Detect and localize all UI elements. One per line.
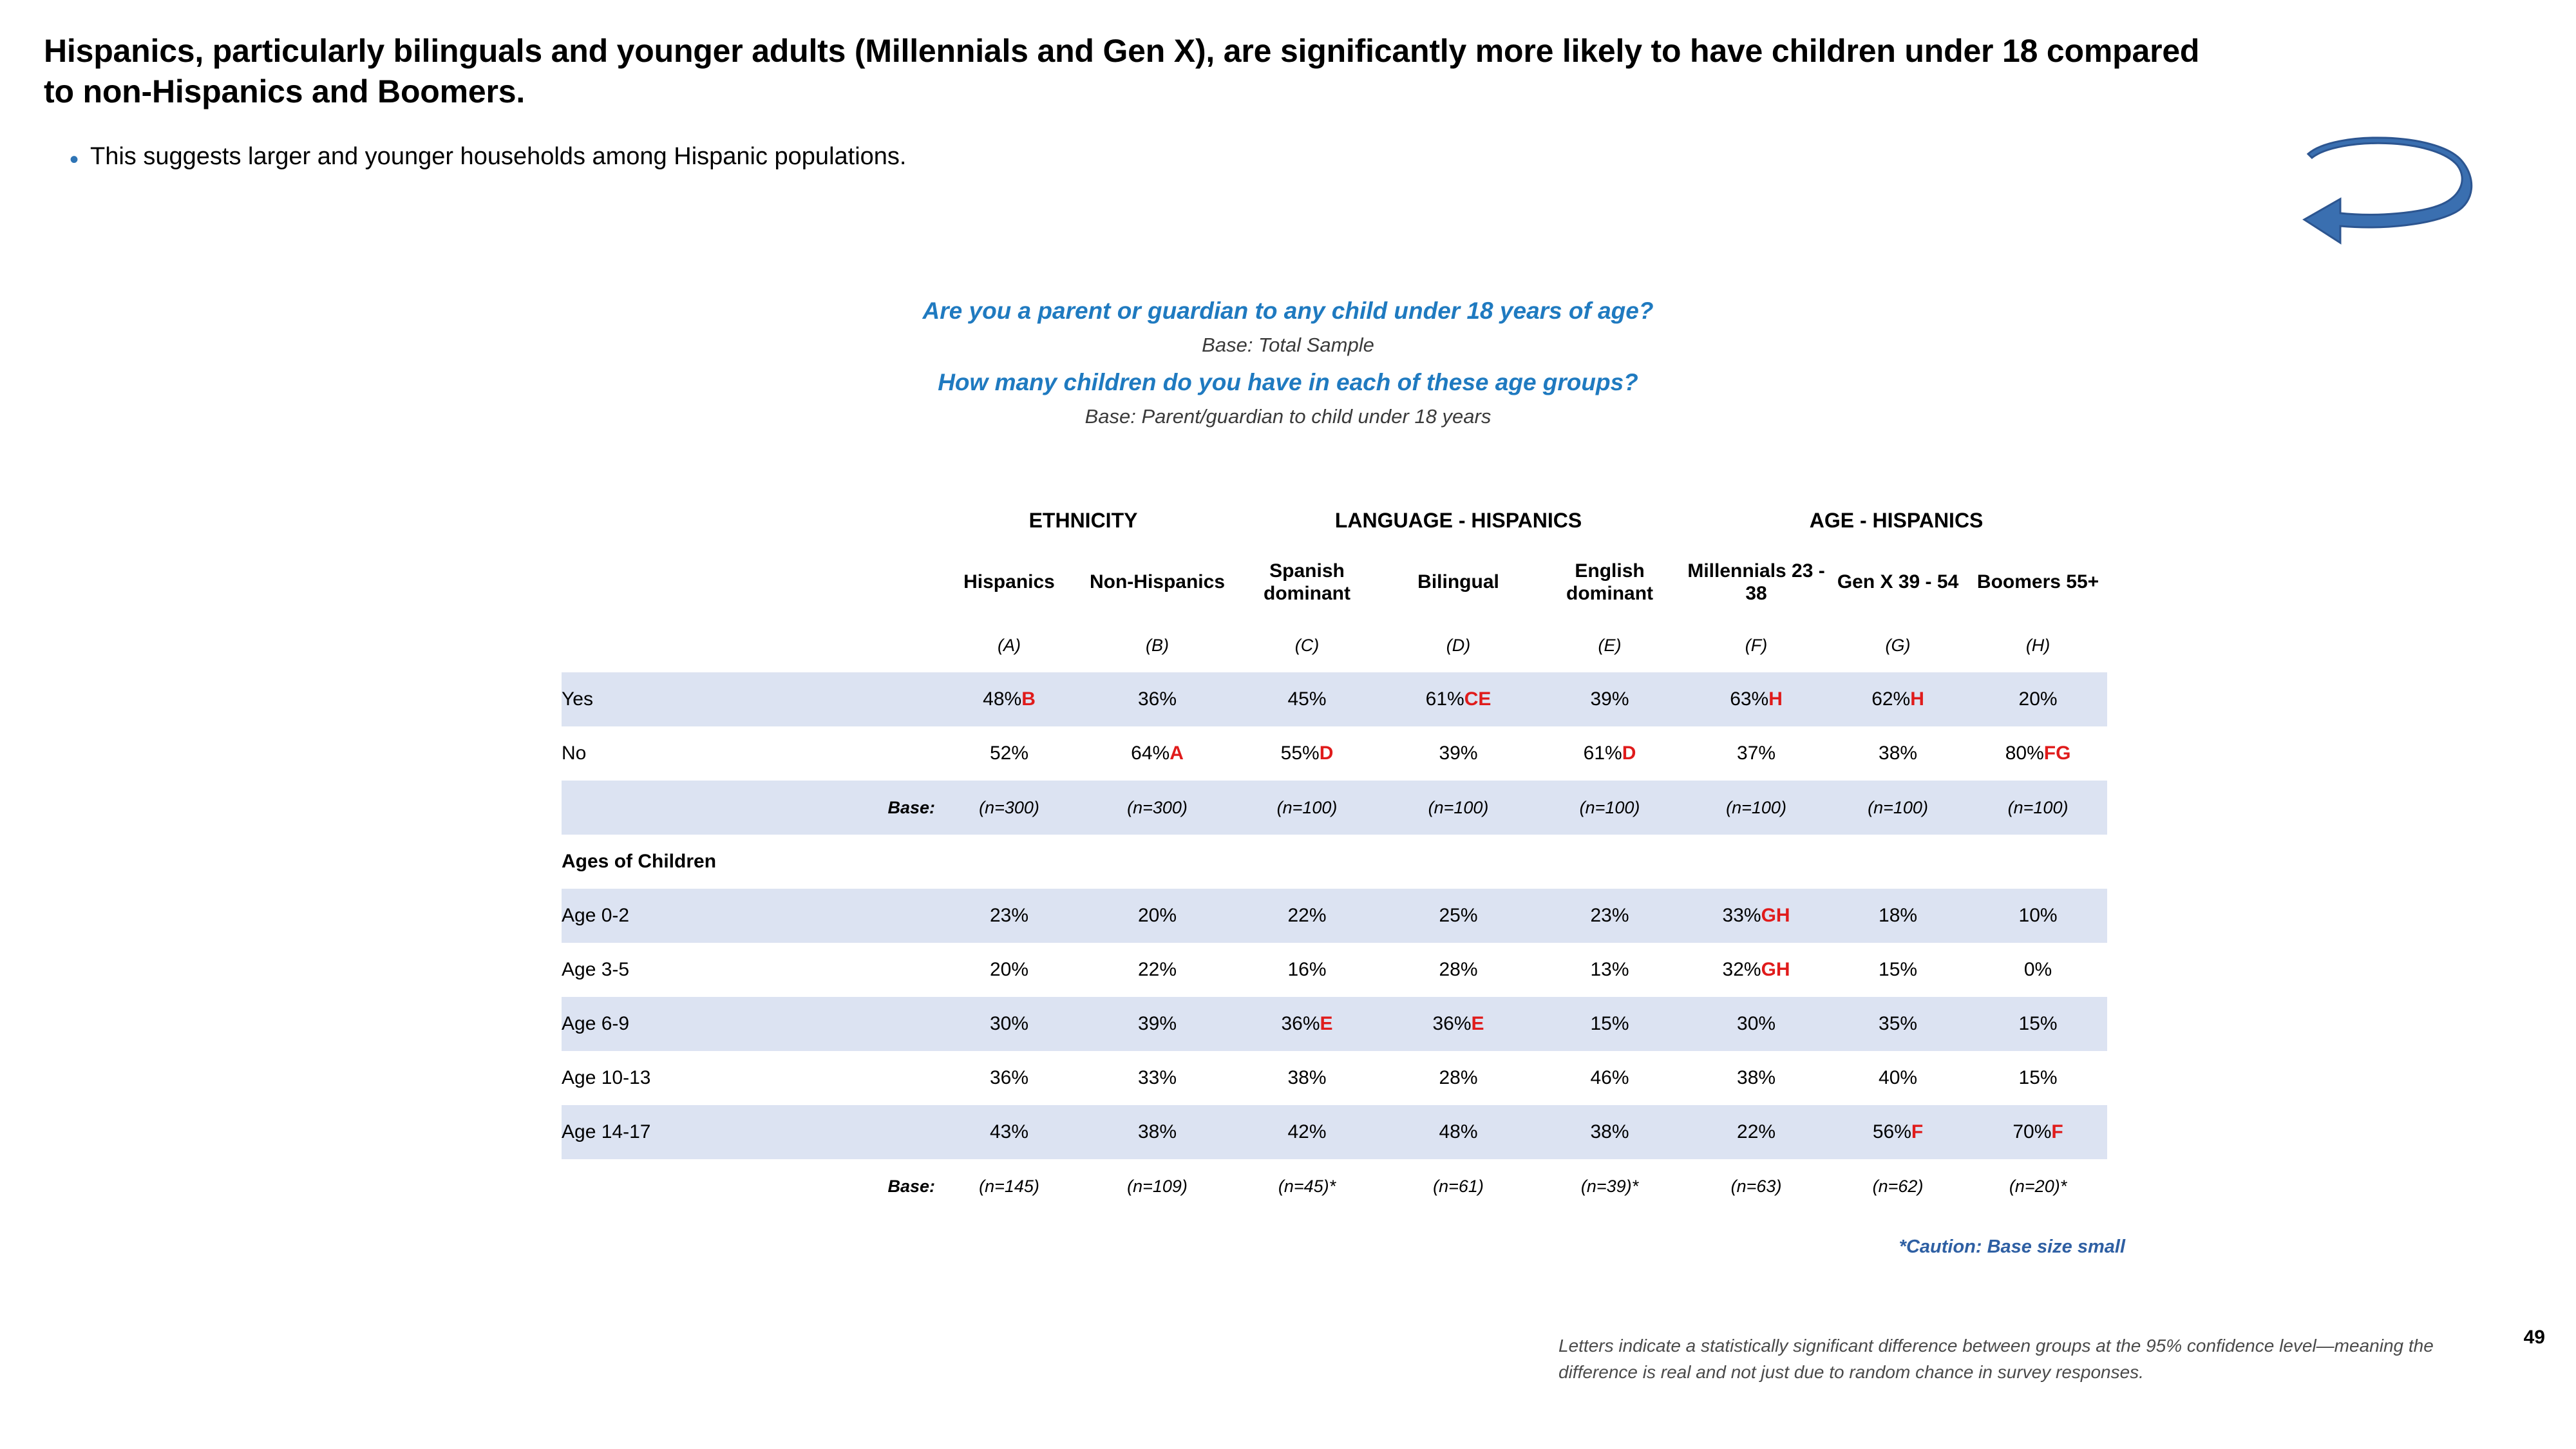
- column-header-hispanics: Hispanics: [963, 571, 1055, 593]
- sig-letters: GH: [1761, 959, 1790, 980]
- value: 70%: [2012, 1121, 2052, 1142]
- value: 36%: [1281, 1013, 1320, 1034]
- cell-age1013-a: [935, 1051, 1083, 1105]
- value: 18%: [1879, 905, 1918, 926]
- value: 22%: [1737, 1121, 1776, 1142]
- base1-a: (n=300): [935, 781, 1083, 835]
- letter-a: (A): [998, 635, 1021, 655]
- survey-table: [562, 495, 2107, 1213]
- caution-note: *Caution: Base size small: [1899, 1236, 2125, 1257]
- column-header-non-hispanics: Non-Hispanics: [1089, 571, 1226, 593]
- value: 0%: [2023, 959, 2052, 980]
- cell-age1417-b: [1083, 1105, 1231, 1159]
- value: 38%: [1879, 743, 1918, 764]
- sig-letters: B: [1021, 688, 1036, 710]
- cell-yes-c: [1231, 672, 1383, 726]
- page-title: Hispanics, particularly bilinguals and younger adults (Millennials and Gen X), are significantly more likely to have children under 18 compared to non-Hispanics and Boomers.: [44, 33, 2200, 109]
- group-header-ethnicity: ETHNICITY: [1028, 508, 1138, 532]
- value: 33%: [1137, 1067, 1177, 1088]
- cell-age69-g: [1827, 997, 1969, 1051]
- value: 36%: [989, 1067, 1029, 1088]
- cell-age35-h: [1969, 943, 2107, 997]
- section-blank-d: [1383, 835, 1534, 889]
- cell-no-h: [1969, 726, 2107, 781]
- question-2-base: Base: Parent/guardian to child under 18 years: [1084, 404, 1492, 428]
- value: 38%: [1137, 1121, 1177, 1142]
- table-row: [562, 889, 2107, 943]
- value: 48%: [983, 688, 1022, 710]
- value: 80%: [2005, 743, 2044, 764]
- cell-age1013-f: [1685, 1051, 1827, 1105]
- table-column-header-row: [562, 546, 2107, 618]
- value: 23%: [989, 905, 1029, 926]
- value: 23%: [1590, 905, 1629, 926]
- value: 38%: [1590, 1121, 1629, 1142]
- cell-age1417-h: [1969, 1105, 2107, 1159]
- value: 38%: [1737, 1067, 1776, 1088]
- value: 16%: [1287, 959, 1327, 980]
- column-header-spanish-dominant: Spanish dominant: [1264, 560, 1351, 604]
- base1-g: (n=100): [1827, 781, 1969, 835]
- question-block: [0, 293, 2576, 436]
- value: 63%: [1730, 688, 1769, 710]
- cell-yes-f: [1685, 672, 1827, 726]
- column-header-blank: [562, 546, 935, 618]
- value: 38%: [1287, 1067, 1327, 1088]
- page-number: 49: [2523, 1327, 2545, 1348]
- group-header-age: AGE - HISPANICS: [1809, 508, 1984, 532]
- cell-no-a: [935, 726, 1083, 781]
- sig-letters: F: [1911, 1121, 1924, 1142]
- cell-age1013-b: [1083, 1051, 1231, 1105]
- base2-e: (n=39)*: [1580, 1176, 1639, 1196]
- value: 22%: [1287, 905, 1327, 926]
- letter-d: (D): [1446, 635, 1471, 655]
- cell-age1013-h: [1969, 1051, 2107, 1105]
- row-label-yes: Yes: [562, 672, 935, 726]
- cell-no-d: [1383, 726, 1534, 781]
- base2-c: (n=45)*: [1278, 1176, 1336, 1196]
- base2-a: (n=145): [979, 1176, 1039, 1196]
- base1-h: (n=100): [1969, 781, 2107, 835]
- section-blank-f: [1685, 835, 1827, 889]
- letter-e: (E): [1598, 635, 1622, 655]
- value: 45%: [1287, 688, 1327, 710]
- table-base-row: [562, 1159, 2107, 1213]
- row-label-age-14-17: Age 14-17: [562, 1105, 935, 1159]
- base1-d: (n=100): [1383, 781, 1534, 835]
- cell-no-f: [1685, 726, 1827, 781]
- cell-no-e: [1534, 726, 1685, 781]
- value: 64%: [1131, 743, 1170, 764]
- value: 56%: [1872, 1121, 1911, 1142]
- value: 28%: [1439, 959, 1478, 980]
- row-label-age-6-9: Age 6-9: [562, 997, 935, 1051]
- value: 48%: [1439, 1121, 1478, 1142]
- value: 39%: [1137, 1013, 1177, 1034]
- cell-yes-h: [1969, 672, 2107, 726]
- value: 36%: [1137, 688, 1177, 710]
- section-blank-b: [1083, 835, 1231, 889]
- column-header-gen-x: Gen X 39 - 54: [1837, 571, 1959, 593]
- cell-no-g: [1827, 726, 1969, 781]
- cell-age69-b: [1083, 997, 1231, 1051]
- table-row: [562, 943, 2107, 997]
- cell-age1013-c: [1231, 1051, 1383, 1105]
- cell-age02-c: [1231, 889, 1383, 943]
- base1-e: (n=100): [1534, 781, 1685, 835]
- cell-no-c: [1231, 726, 1383, 781]
- sig-letters: FG: [2043, 743, 2071, 764]
- cell-age35-c: [1231, 943, 1383, 997]
- base2-b: (n=109): [1127, 1176, 1188, 1196]
- cell-age1417-g: [1827, 1105, 1969, 1159]
- value: 39%: [1439, 743, 1478, 764]
- cell-age35-f: [1685, 943, 1827, 997]
- cell-age35-d: [1383, 943, 1534, 997]
- table-row: [562, 1051, 2107, 1105]
- table-base-row: [562, 781, 2107, 835]
- row-label-age-0-2: Age 0-2: [562, 889, 935, 943]
- sig-letters: D: [1622, 743, 1636, 764]
- cell-age1417-e: [1534, 1105, 1685, 1159]
- sig-letters: E: [1320, 1013, 1333, 1034]
- value: 30%: [1737, 1013, 1776, 1034]
- row-label-age-10-13: Age 10-13: [562, 1067, 651, 1088]
- letter-b: (B): [1146, 635, 1169, 655]
- cell-age69-c: [1231, 997, 1383, 1051]
- table-row: [562, 672, 2107, 726]
- cell-age02-d: [1383, 889, 1534, 943]
- cell-age1013-e: [1534, 1051, 1685, 1105]
- value: 42%: [1287, 1121, 1327, 1142]
- sig-letters: H: [1910, 688, 1924, 710]
- base1-c: (n=100): [1231, 781, 1383, 835]
- cell-age69-f: [1685, 997, 1827, 1051]
- cell-yes-d: [1383, 672, 1534, 726]
- value: 62%: [1871, 688, 1911, 710]
- cell-age69-e: [1534, 997, 1685, 1051]
- value: 30%: [989, 1013, 1029, 1034]
- section-blank-e: [1534, 835, 1685, 889]
- sig-letters: GH: [1761, 905, 1790, 926]
- cell-age69-d: [1383, 997, 1534, 1051]
- section-label-ages-of-children: Ages of Children: [562, 851, 717, 872]
- value: 32%: [1722, 959, 1761, 980]
- base-label-2: Base:: [887, 1176, 935, 1196]
- value: 43%: [989, 1121, 1029, 1142]
- bullet-text: This suggests larger and younger households among Hispanic populations.: [90, 143, 907, 170]
- section-blank-a: [935, 835, 1083, 889]
- cell-yes-e: [1534, 672, 1685, 726]
- cell-age35-b: [1083, 943, 1231, 997]
- base2-g: (n=62): [1872, 1176, 1924, 1196]
- column-header-boomers: Boomers 55+: [1976, 571, 2099, 593]
- cell-age1417-a: [935, 1105, 1083, 1159]
- column-header-english-dominant: English dominant: [1566, 560, 1654, 604]
- base1-f: (n=100): [1685, 781, 1827, 835]
- row-label-no: No: [562, 743, 587, 764]
- bullet-dot-icon: •: [70, 146, 79, 174]
- footnote: Letters indicate a statistically significant difference between groups at the 95% confidence level—meaning the difference is real and not just due to random chance in survey responses.: [1558, 1336, 2434, 1382]
- group-header-blank: [562, 495, 935, 546]
- sig-letters: A: [1170, 743, 1184, 764]
- value: 15%: [1590, 1013, 1629, 1034]
- cell-yes-g: [1827, 672, 1969, 726]
- value: 15%: [2018, 1013, 2058, 1034]
- base2-f: (n=63): [1730, 1176, 1782, 1196]
- value: 37%: [1737, 743, 1776, 764]
- value: 52%: [989, 743, 1029, 764]
- base2-d: (n=61): [1433, 1176, 1484, 1196]
- base2-h: (n=20)*: [2009, 1176, 2067, 1196]
- value: 40%: [1879, 1067, 1918, 1088]
- sig-letters: D: [1319, 743, 1334, 764]
- table-letter-row: [562, 618, 2107, 672]
- cell-age02-h: [1969, 889, 2107, 943]
- column-header-millennials: Millennials 23 - 38: [1687, 560, 1825, 604]
- table-row: [562, 726, 2107, 781]
- cell-age02-e: [1534, 889, 1685, 943]
- value: 55%: [1280, 743, 1320, 764]
- letter-g: (G): [1885, 635, 1911, 655]
- cell-no-b: [1083, 726, 1231, 781]
- value: 20%: [1137, 905, 1177, 926]
- cell-age1013-d: [1383, 1051, 1534, 1105]
- question-1-base: Base: Total Sample: [1202, 333, 1374, 356]
- base1-b: (n=300): [1083, 781, 1231, 835]
- table-section-row: [562, 835, 2107, 889]
- base-label-1: Base:: [562, 781, 935, 835]
- sig-letters: CE: [1464, 688, 1492, 710]
- bullet-row: [70, 143, 906, 173]
- cell-age1417-f: [1685, 1105, 1827, 1159]
- cell-age35-e: [1534, 943, 1685, 997]
- cell-age1417-d: [1383, 1105, 1534, 1159]
- letter-f: (F): [1745, 635, 1768, 655]
- value: 13%: [1590, 959, 1629, 980]
- cell-age69-h: [1969, 997, 2107, 1051]
- table-row: [562, 997, 2107, 1051]
- column-header-bilingual: Bilingual: [1417, 571, 1499, 593]
- letter-row-blank: [562, 618, 935, 672]
- value: 28%: [1439, 1067, 1478, 1088]
- value: 20%: [2018, 688, 2058, 710]
- cell-age02-f: [1685, 889, 1827, 943]
- value: 61%: [1425, 688, 1464, 710]
- table-group-header-row: [562, 495, 2107, 546]
- section-blank-c: [1231, 835, 1383, 889]
- cell-age02-a: [935, 889, 1083, 943]
- value: 20%: [989, 959, 1029, 980]
- value: 15%: [2018, 1067, 2058, 1088]
- value: 35%: [1879, 1013, 1918, 1034]
- cell-yes-a: [935, 672, 1083, 726]
- cell-age1013-g: [1827, 1051, 1969, 1105]
- table-row: [562, 1105, 2107, 1159]
- letter-h: (H): [2025, 635, 2050, 655]
- group-header-language: LANGUAGE - HISPANICS: [1334, 508, 1582, 532]
- sig-letters: H: [1768, 688, 1783, 710]
- value: 22%: [1137, 959, 1177, 980]
- cell-age02-b: [1083, 889, 1231, 943]
- question-2: How many children do you have in each of these age groups?: [938, 369, 1638, 396]
- cell-age35-g: [1827, 943, 1969, 997]
- section-blank-h: [1969, 835, 2107, 889]
- value: 15%: [1879, 959, 1918, 980]
- cell-age02-g: [1827, 889, 1969, 943]
- sig-letters: E: [1471, 1013, 1484, 1034]
- curved-arrow-icon: [2299, 132, 2473, 254]
- value: 36%: [1432, 1013, 1472, 1034]
- cell-age1417-c: [1231, 1105, 1383, 1159]
- sig-letters: F: [2051, 1121, 2063, 1142]
- cell-yes-b: [1083, 672, 1231, 726]
- value: 25%: [1439, 905, 1478, 926]
- question-1: Are you a parent or guardian to any child under 18 years of age?: [922, 298, 1654, 324]
- letter-c: (C): [1294, 635, 1320, 655]
- value: 46%: [1590, 1067, 1629, 1088]
- value: 39%: [1590, 688, 1629, 710]
- row-label-age-3-5: Age 3-5: [562, 959, 630, 980]
- value: 61%: [1583, 743, 1622, 764]
- cell-age69-a: [935, 997, 1083, 1051]
- value: 10%: [2018, 905, 2058, 926]
- cell-age35-a: [935, 943, 1083, 997]
- section-blank-g: [1827, 835, 1969, 889]
- value: 33%: [1722, 905, 1761, 926]
